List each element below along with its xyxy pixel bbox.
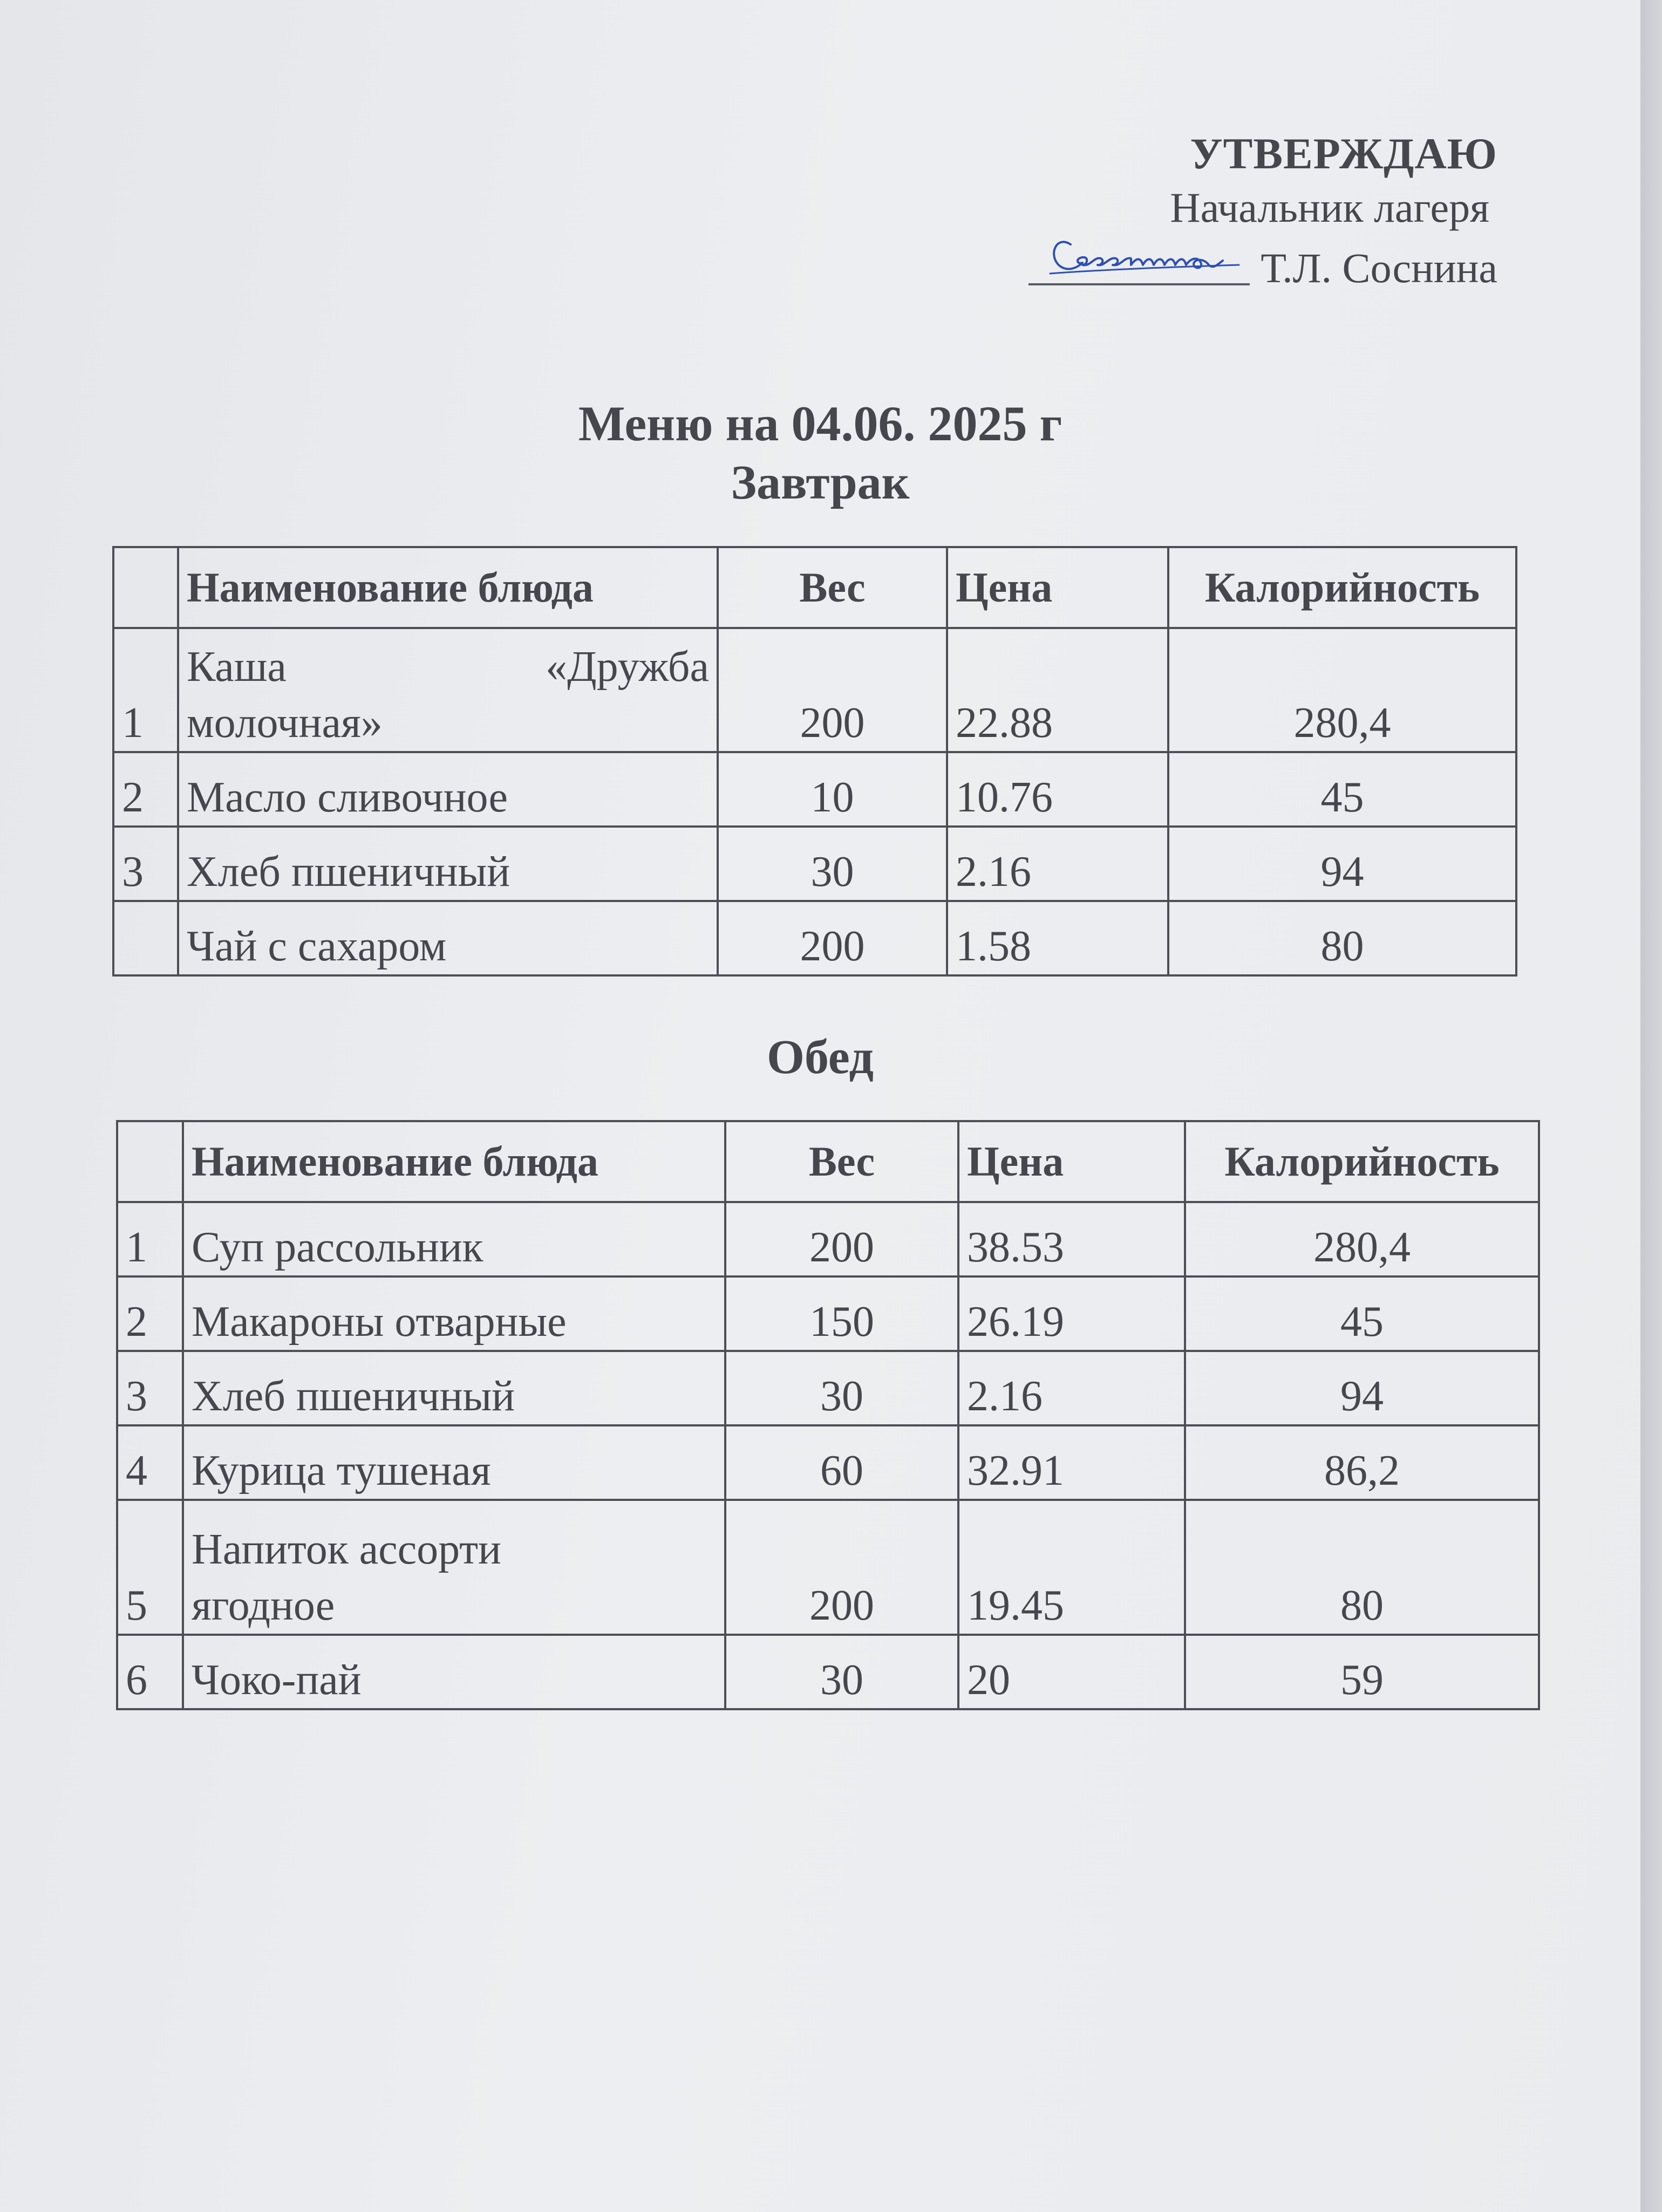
dish-name-line2: молочная» [187, 699, 383, 747]
dish-weight: 10 [718, 752, 947, 827]
dish-price: 32.91 [958, 1425, 1185, 1500]
dish-name-word: «Дружба [546, 643, 709, 691]
table-row [113, 901, 1516, 975]
row-num: 1 [113, 628, 178, 752]
dish-price: 19.45 [958, 1500, 1185, 1635]
table-row [117, 1635, 1539, 1709]
dish-name: Макароны отварные [183, 1276, 725, 1351]
dish-name: Суп рассольник [183, 1202, 725, 1276]
sheet-edge [1640, 0, 1662, 2212]
dish-calories: 45 [1168, 752, 1516, 827]
dish-price: 22.88 [947, 628, 1168, 752]
row-num: 2 [117, 1276, 183, 1351]
dish-name: Хлеб пшеничный [178, 827, 718, 901]
dish-calories: 94 [1185, 1351, 1539, 1425]
column-header-name: Наименование блюда [178, 547, 718, 628]
dish-price: 20 [958, 1635, 1185, 1709]
column-header-weight: Вес [718, 547, 947, 628]
table-row [117, 1276, 1539, 1351]
dish-name: Масло сливочное [178, 752, 718, 827]
row-num: 6 [117, 1635, 183, 1709]
dish-calories: 80 [1185, 1500, 1539, 1635]
dish-price: 10.76 [947, 752, 1168, 827]
document-title [0, 394, 1662, 453]
column-header-weight: Вес [725, 1121, 958, 1202]
lunch-title: Обед [766, 1030, 874, 1084]
dish-calories: 59 [1185, 1635, 1539, 1709]
table-row [113, 628, 1516, 752]
dish-name: Курица тушеная [183, 1425, 725, 1500]
dish-name-line1 [187, 639, 709, 695]
row-num: 3 [113, 827, 178, 901]
dish-weight: 30 [725, 1635, 958, 1709]
column-header-name: Наименование блюда [183, 1121, 725, 1202]
dish-price: 1.58 [947, 901, 1168, 975]
approval-signature-line [1028, 235, 1497, 295]
approval-role: Начальник лагеря [1170, 184, 1489, 231]
row-num: 3 [117, 1351, 183, 1425]
row-num: 5 [117, 1500, 183, 1635]
breakfast-title: Завтрак [731, 456, 910, 509]
dish-price: 38.53 [958, 1202, 1185, 1276]
table-row [117, 1351, 1539, 1425]
column-header-calories: Калорийность [1185, 1121, 1539, 1202]
row-num: 1 [117, 1202, 183, 1276]
column-header-calories: Калорийность [1168, 547, 1516, 628]
row-num: 2 [113, 752, 178, 827]
approval-block [1028, 127, 1497, 295]
handwritten-signature-icon [1045, 213, 1250, 289]
table-header-row [113, 547, 1516, 628]
signer-name: Т.Л. Соснина [1261, 244, 1497, 291]
dish-calories: 80 [1168, 901, 1516, 975]
dish-weight: 60 [725, 1425, 958, 1500]
dish-calories: 94 [1168, 827, 1516, 901]
table-row [117, 1202, 1539, 1276]
table-row [117, 1500, 1539, 1635]
dish-weight: 200 [718, 628, 947, 752]
dish-price: 2.16 [958, 1351, 1185, 1425]
table-row [113, 752, 1516, 827]
table-row [117, 1425, 1539, 1500]
dish-weight: 30 [725, 1351, 958, 1425]
signature [1028, 235, 1250, 285]
table-header-row [117, 1121, 1539, 1202]
row-num: 4 [117, 1425, 183, 1500]
column-header-num [113, 547, 178, 628]
dish-name-line2: ягодное [192, 1582, 335, 1629]
approval-title: УТВЕРЖДАЮ [1190, 129, 1497, 178]
breakfast-table [112, 546, 1517, 977]
table-row [113, 827, 1516, 901]
column-header-num [117, 1121, 183, 1202]
dish-weight: 200 [725, 1500, 958, 1635]
dish-weight: 200 [725, 1202, 958, 1276]
menu-date-title: Меню на 04.06. 2025 г [578, 396, 1062, 451]
dish-price: 2.16 [947, 827, 1168, 901]
dish-weight: 150 [725, 1276, 958, 1351]
dish-calories: 45 [1185, 1276, 1539, 1351]
dish-name-word: Каша [187, 643, 287, 691]
dish-calories: 280,4 [1168, 628, 1516, 752]
dish-price: 26.19 [958, 1276, 1185, 1351]
dish-weight: 30 [718, 827, 947, 901]
column-header-price: Цена [947, 547, 1168, 628]
dish-name: Чай с сахаром [178, 901, 718, 975]
dish-calories: 86,2 [1185, 1425, 1539, 1500]
dish-name-line1: Напиток ассорти [192, 1526, 501, 1573]
row-num [113, 901, 178, 975]
lunch-table [116, 1120, 1540, 1710]
dish-name [178, 628, 718, 752]
dish-weight: 200 [718, 901, 947, 975]
column-header-price: Цена [958, 1121, 1185, 1202]
dish-calories: 280,4 [1185, 1202, 1539, 1276]
dish-name: Хлеб пшеничный [183, 1351, 725, 1425]
dish-name [183, 1500, 725, 1635]
dish-name: Чоко-пай [183, 1635, 725, 1709]
